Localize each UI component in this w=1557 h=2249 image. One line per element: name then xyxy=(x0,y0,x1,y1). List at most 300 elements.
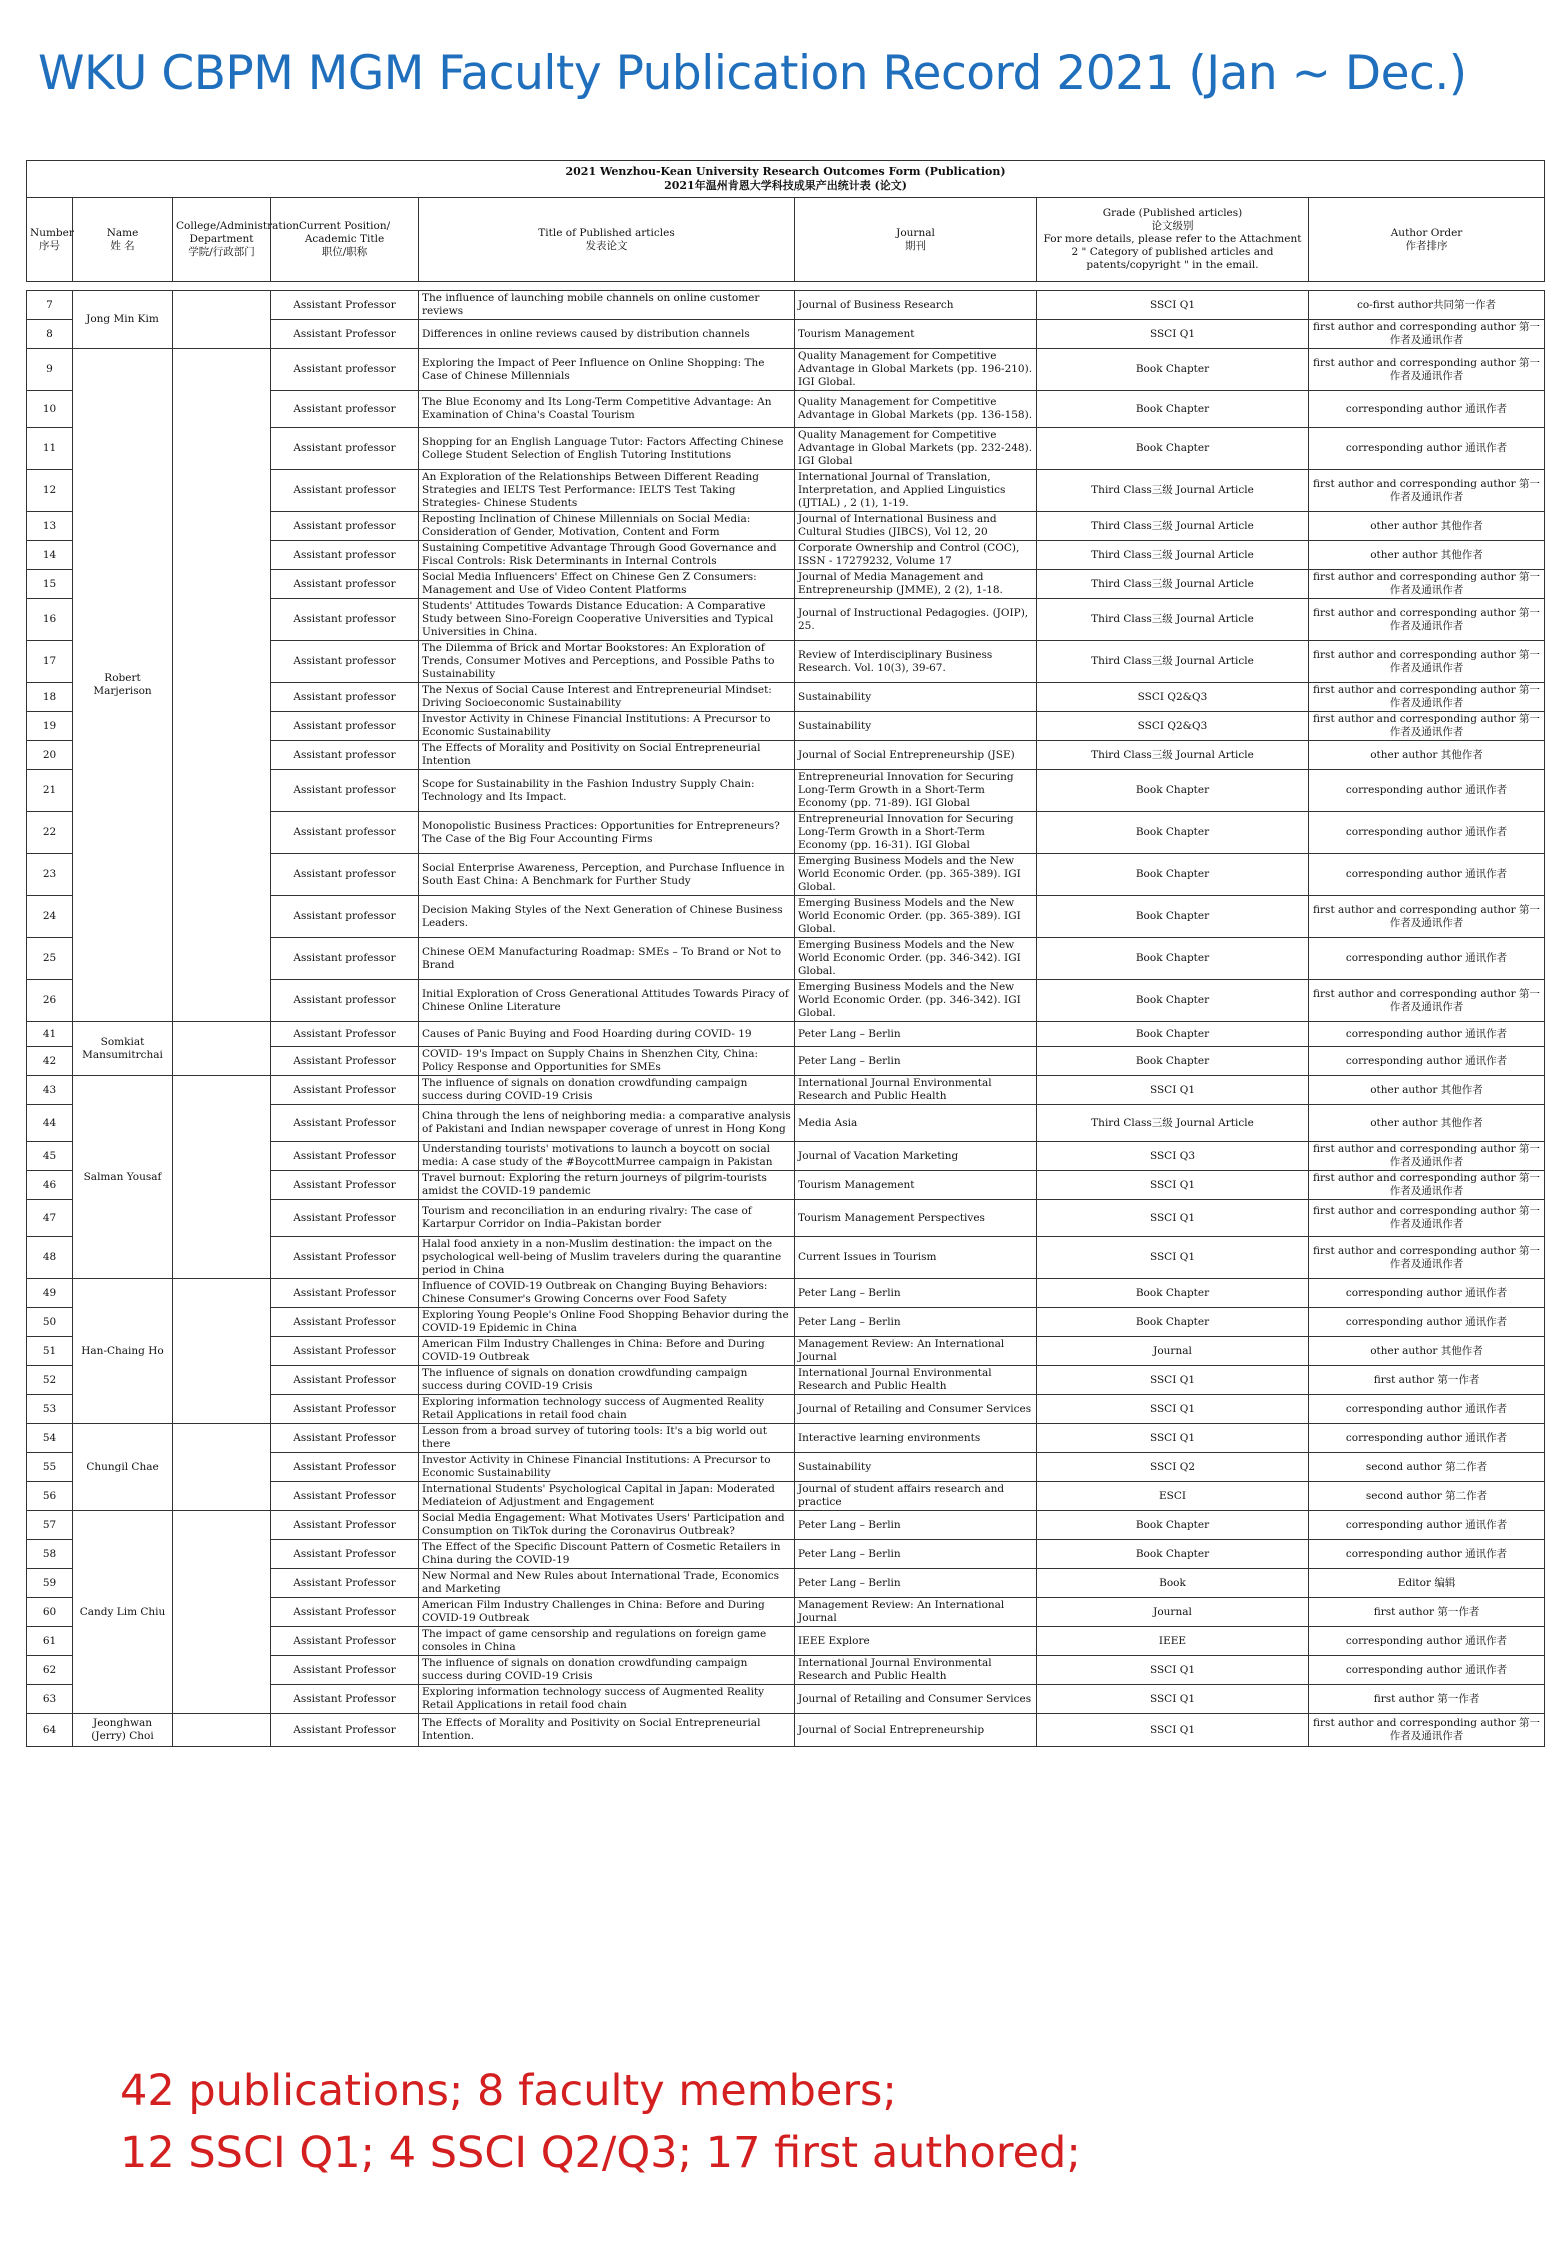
row-number: 61 xyxy=(27,1627,73,1656)
article-title-cell: American Film Industry Challenges in China: Before and During COVID-19 Outbreak xyxy=(419,1337,795,1366)
article-title-cell: Exploring information technology success of Augmented Reality Retail Applications in retail food chain xyxy=(419,1395,795,1424)
article-title-cell: The Dilemma of Brick and Mortar Bookstores: An Exploration of Trends, Consumer Motives and Perceptions, and Possible Paths to Sustainability xyxy=(419,641,795,683)
position-cell: Assistant Professor xyxy=(271,1142,419,1171)
journal-cell: Journal of student affairs research and practice xyxy=(795,1482,1037,1511)
article-title-cell: Understanding tourists' motivations to launch a boycott on social media: A case study of the #BoycottMurree campaign in Pakistan xyxy=(419,1142,795,1171)
row-number: 49 xyxy=(27,1279,73,1308)
journal-cell: Journal of Social Entrepreneurship (JSE) xyxy=(795,741,1037,770)
grade-cell: SSCI Q3 xyxy=(1037,1142,1309,1171)
header-position: Current Position/ Academic Title 职位/职称 xyxy=(271,198,419,282)
position-cell: Assistant professor xyxy=(271,570,419,599)
journal-cell: Peter Lang – Berlin xyxy=(795,1308,1037,1337)
position-cell: Assistant Professor xyxy=(271,1540,419,1569)
article-title-cell: Exploring Young People's Online Food Shopping Behavior during the COVID-19 Epidemic in China xyxy=(419,1308,795,1337)
author-order-cell: first author and corresponding author 第一作者及通讯作者 xyxy=(1309,896,1545,938)
row-number: 7 xyxy=(27,291,73,320)
journal-cell: Tourism Management xyxy=(795,1171,1037,1200)
position-cell: Assistant professor xyxy=(271,712,419,741)
row-number: 53 xyxy=(27,1395,73,1424)
position-cell: Assistant Professor xyxy=(271,1482,419,1511)
row-number: 57 xyxy=(27,1511,73,1540)
grade-cell: Book xyxy=(1037,1569,1309,1598)
college-cell xyxy=(173,1279,271,1424)
author-order-cell: first author and corresponding author 第一作者及通讯作者 xyxy=(1309,599,1545,641)
article-title-cell: Students' Attitudes Towards Distance Education: A Comparative Study between Sino-Foreign Cooperative Universities and Typical Universities in China. xyxy=(419,599,795,641)
position-cell: Assistant Professor xyxy=(271,1200,419,1237)
author-order-cell: other author 其他作者 xyxy=(1309,541,1545,570)
row-number: 51 xyxy=(27,1337,73,1366)
table-row xyxy=(27,291,1545,320)
row-number: 24 xyxy=(27,896,73,938)
author-order-cell: first author and corresponding author 第一作者及通讯作者 xyxy=(1309,641,1545,683)
article-title-cell: An Exploration of the Relationships Between Different Reading Strategies and IELTS Test Performance: IELTS Test Taking Strategies- Chinese Students xyxy=(419,470,795,512)
grade-cell: SSCI Q1 xyxy=(1037,1424,1309,1453)
grade-cell: Journal xyxy=(1037,1337,1309,1366)
author-order-cell: other author 其他作者 xyxy=(1309,1105,1545,1142)
article-title-cell: The influence of signals on donation crowdfunding campaign success during COVID-19 Crisis xyxy=(419,1656,795,1685)
position-cell: Assistant Professor xyxy=(271,1453,419,1482)
grade-cell: SSCI Q1 xyxy=(1037,291,1309,320)
article-title-cell: New Normal and New Rules about International Trade, Economics and Marketing xyxy=(419,1569,795,1598)
author-order-cell: other author 其他作者 xyxy=(1309,1337,1545,1366)
author-order-cell: corresponding author 通讯作者 xyxy=(1309,1656,1545,1685)
row-number: 12 xyxy=(27,470,73,512)
journal-cell: IEEE Explore xyxy=(795,1627,1037,1656)
article-title-cell: Social Media Influencers' Effect on Chinese Gen Z Consumers: Management and Use of Video Content Platforms xyxy=(419,570,795,599)
table-row xyxy=(27,1076,1545,1105)
author-order-cell: first author and corresponding author 第一作者及通讯作者 xyxy=(1309,1714,1545,1747)
position-cell: Assistant Professor xyxy=(271,291,419,320)
row-number: 11 xyxy=(27,428,73,470)
position-cell: Assistant Professor xyxy=(271,1511,419,1540)
journal-cell: Emerging Business Models and the New World Economic Order. (pp. 365-389). IGI Global. xyxy=(795,896,1037,938)
row-number: 46 xyxy=(27,1171,73,1200)
author-order-cell: other author 其他作者 xyxy=(1309,741,1545,770)
table-row xyxy=(27,1511,1545,1540)
author-order-cell: corresponding author 通讯作者 xyxy=(1309,1511,1545,1540)
article-title-cell: Initial Exploration of Cross Generational Attitudes Towards Piracy of Chinese Online Literature xyxy=(419,980,795,1022)
article-title-cell: China through the lens of neighboring media: a comparative analysis of Pakistani and Indian newspaper coverage of unrest in Hong Kong xyxy=(419,1105,795,1142)
author-name: Jeonghwan (Jerry) Choi xyxy=(73,1714,173,1747)
grade-cell: Third Class三级 Journal Article xyxy=(1037,541,1309,570)
article-title-cell: The Nexus of Social Cause Interest and Entrepreneurial Mindset: Driving Socioeconomic Sustainability xyxy=(419,683,795,712)
journal-cell: International Journal Environmental Research and Public Health xyxy=(795,1076,1037,1105)
header-grade: Grade (Published articles) 论文级别 For more details, please refer to the Attachment 2 " Category of published articles and patents/copyright " in the email. xyxy=(1037,198,1309,282)
journal-cell: Interactive learning environments xyxy=(795,1424,1037,1453)
author-order-cell: first author and corresponding author 第一作者及通讯作者 xyxy=(1309,1142,1545,1171)
journal-cell: Current Issues in Tourism xyxy=(795,1237,1037,1279)
row-number: 14 xyxy=(27,541,73,570)
author-order-cell: corresponding author 通讯作者 xyxy=(1309,854,1545,896)
summary-line-2: 12 SSCI Q1; 4 SSCI Q2/Q3; 17 first authored; xyxy=(120,2128,1081,2178)
college-cell xyxy=(173,349,271,1022)
article-title-cell: Differences in online reviews caused by distribution channels xyxy=(419,320,795,349)
position-cell: Assistant professor xyxy=(271,512,419,541)
position-cell: Assistant Professor xyxy=(271,1105,419,1142)
grade-cell: Book Chapter xyxy=(1037,391,1309,428)
journal-cell: Management Review: An International Journal xyxy=(795,1337,1037,1366)
row-number: 43 xyxy=(27,1076,73,1105)
position-cell: Assistant professor xyxy=(271,641,419,683)
row-number: 62 xyxy=(27,1656,73,1685)
table-body xyxy=(27,291,1545,1747)
grade-cell: Third Class三级 Journal Article xyxy=(1037,470,1309,512)
grade-cell: SSCI Q2&Q3 xyxy=(1037,712,1309,741)
grade-cell: Book Chapter xyxy=(1037,896,1309,938)
row-number: 23 xyxy=(27,854,73,896)
row-number: 60 xyxy=(27,1598,73,1627)
publication-table xyxy=(26,160,1545,1747)
publication-form xyxy=(26,160,1544,1747)
article-title-cell: The influence of signals on donation crowdfunding campaign success during COVID-19 Crisis xyxy=(419,1366,795,1395)
college-cell xyxy=(173,1511,271,1714)
journal-cell: Journal of Retailing and Consumer Services xyxy=(795,1685,1037,1714)
row-number: 52 xyxy=(27,1366,73,1395)
college-cell xyxy=(173,1076,271,1279)
article-title-cell: The impact of game censorship and regulations on foreign game consoles in China xyxy=(419,1627,795,1656)
journal-cell: Sustainability xyxy=(795,1453,1037,1482)
row-number: 17 xyxy=(27,641,73,683)
journal-cell: Journal of Business Research xyxy=(795,291,1037,320)
header-name: Name 姓 名 xyxy=(73,198,173,282)
position-cell: Assistant Professor xyxy=(271,1337,419,1366)
position-cell: Assistant professor xyxy=(271,391,419,428)
grade-cell: Journal xyxy=(1037,1598,1309,1627)
grade-cell: Book Chapter xyxy=(1037,980,1309,1022)
journal-cell: Sustainability xyxy=(795,712,1037,741)
row-number: 50 xyxy=(27,1308,73,1337)
position-cell: Assistant professor xyxy=(271,812,419,854)
grade-cell: SSCI Q1 xyxy=(1037,1171,1309,1200)
journal-cell: Peter Lang – Berlin xyxy=(795,1022,1037,1047)
grade-cell: Book Chapter xyxy=(1037,854,1309,896)
article-title-cell: Social Media Engagement: What Motivates Users' Participation and Consumption on TikTok during the Coronavirus Outbreak? xyxy=(419,1511,795,1540)
summary xyxy=(120,2060,1081,2184)
grade-cell: Book Chapter xyxy=(1037,1047,1309,1076)
position-cell: Assistant professor xyxy=(271,683,419,712)
author-order-cell: corresponding author 通讯作者 xyxy=(1309,1395,1545,1424)
article-title-cell: The Effects of Morality and Positivity on Social Entrepreneurial Intention. xyxy=(419,1714,795,1747)
grade-cell: Third Class三级 Journal Article xyxy=(1037,512,1309,541)
college-cell xyxy=(173,1424,271,1511)
author-order-cell: first author and corresponding author 第一作者及通讯作者 xyxy=(1309,712,1545,741)
author-order-cell: corresponding author 通讯作者 xyxy=(1309,1308,1545,1337)
author-order-cell: other author 其他作者 xyxy=(1309,512,1545,541)
row-number: 18 xyxy=(27,683,73,712)
grade-cell: SSCI Q1 xyxy=(1037,1395,1309,1424)
journal-cell: Management Review: An International Journal xyxy=(795,1598,1037,1627)
position-cell: Assistant Professor xyxy=(271,320,419,349)
position-cell: Assistant Professor xyxy=(271,1569,419,1598)
article-title-cell: Investor Activity in Chinese Financial Institutions: A Precursor to Economic Sustainability xyxy=(419,1453,795,1482)
grade-cell: SSCI Q2&Q3 xyxy=(1037,683,1309,712)
journal-cell: Quality Management for Competitive Advantage in Global Markets (pp. 136-158). xyxy=(795,391,1037,428)
article-title-cell: Chinese OEM Manufacturing Roadmap: SMEs – To Brand or Not to Brand xyxy=(419,938,795,980)
journal-cell: Journal of Instructional Pedagogies. (JOIP), 25. xyxy=(795,599,1037,641)
grade-cell: Book Chapter xyxy=(1037,1308,1309,1337)
author-order-cell: second author 第二作者 xyxy=(1309,1453,1545,1482)
row-number: 54 xyxy=(27,1424,73,1453)
article-title-cell: Scope for Sustainability in the Fashion Industry Supply Chain: Technology and Its Impact. xyxy=(419,770,795,812)
row-number: 64 xyxy=(27,1714,73,1747)
journal-cell: International Journal of Translation, Interpretation, and Applied Linguistics (IJTIAL) , 2 (1), 1-19. xyxy=(795,470,1037,512)
row-number: 22 xyxy=(27,812,73,854)
journal-cell: Emerging Business Models and the New World Economic Order. (pp. 346-342). IGI Global. xyxy=(795,938,1037,980)
row-number: 25 xyxy=(27,938,73,980)
grade-cell: Book Chapter xyxy=(1037,349,1309,391)
summary-line-1: 42 publications; 8 faculty members; xyxy=(120,2066,897,2116)
row-number: 56 xyxy=(27,1482,73,1511)
college-cell xyxy=(173,291,271,349)
position-cell: Assistant professor xyxy=(271,349,419,391)
author-order-cell: co-first author共同第一作者 xyxy=(1309,291,1545,320)
journal-cell: Journal of Media Management and Entrepreneurship (JMME), 2 (2), 1-18. xyxy=(795,570,1037,599)
author-order-cell: first author and corresponding author 第一作者及通讯作者 xyxy=(1309,980,1545,1022)
grade-cell: SSCI Q1 xyxy=(1037,1366,1309,1395)
college-cell xyxy=(173,1022,271,1076)
author-order-cell: corresponding author 通讯作者 xyxy=(1309,1022,1545,1047)
grade-cell: ESCI xyxy=(1037,1482,1309,1511)
author-order-cell: corresponding author 通讯作者 xyxy=(1309,1627,1545,1656)
grade-cell: Book Chapter xyxy=(1037,1511,1309,1540)
grade-cell: SSCI Q1 xyxy=(1037,1714,1309,1747)
author-name: Chungil Chae xyxy=(73,1424,173,1511)
journal-cell: Entrepreneurial Innovation for Securing Long-Term Growth in a Short-Term Economy (pp. 71-89). IGI Global xyxy=(795,770,1037,812)
position-cell: Assistant professor xyxy=(271,770,419,812)
table-row xyxy=(27,1714,1545,1747)
journal-cell: Peter Lang – Berlin xyxy=(795,1569,1037,1598)
author-order-cell: second author 第二作者 xyxy=(1309,1482,1545,1511)
row-number: 21 xyxy=(27,770,73,812)
author-order-cell: first author 第一作者 xyxy=(1309,1366,1545,1395)
author-order-cell: corresponding author 通讯作者 xyxy=(1309,1540,1545,1569)
position-cell: Assistant Professor xyxy=(271,1022,419,1047)
position-cell: Assistant Professor xyxy=(271,1308,419,1337)
grade-cell: SSCI Q1 xyxy=(1037,1685,1309,1714)
grade-cell: Book Chapter xyxy=(1037,1022,1309,1047)
journal-cell: Journal of International Business and Cultural Studies (JIBCS), Vol 12, 20 xyxy=(795,512,1037,541)
article-title-cell: Halal food anxiety in a non-Muslim destination: the impact on the psychological well-being of Muslim travelers during the quarantine period in China xyxy=(419,1237,795,1279)
position-cell: Assistant professor xyxy=(271,896,419,938)
row-number: 55 xyxy=(27,1453,73,1482)
article-title-cell: Tourism and reconciliation in an enduring rivalry: The case of Kartarpur Corridor on India–Pakistan border xyxy=(419,1200,795,1237)
position-cell: Assistant professor xyxy=(271,938,419,980)
author-name: Han-Chaing Ho xyxy=(73,1279,173,1424)
article-title-cell: Causes of Panic Buying and Food Hoarding during COVID- 19 xyxy=(419,1022,795,1047)
table-row xyxy=(27,349,1545,391)
journal-cell: Emerging Business Models and the New World Economic Order. (pp. 346-342). IGI Global. xyxy=(795,980,1037,1022)
article-title-cell: Monopolistic Business Practices: Opportunities for Entrepreneurs? The Case of the Big Four Accounting Firms xyxy=(419,812,795,854)
row-number: 15 xyxy=(27,570,73,599)
header-title: Title of Published articles 发表论文 xyxy=(419,198,795,282)
position-cell: Assistant professor xyxy=(271,541,419,570)
grade-cell: Third Class三级 Journal Article xyxy=(1037,641,1309,683)
row-number: 63 xyxy=(27,1685,73,1714)
article-title-cell: Sustaining Competitive Advantage Through Good Governance and Fiscal Controls: Risk Determinants in Internal Controls xyxy=(419,541,795,570)
position-cell: Assistant Professor xyxy=(271,1366,419,1395)
journal-cell: Quality Management for Competitive Advantage in Global Markets (pp. 196-210). IGI Global. xyxy=(795,349,1037,391)
table-row xyxy=(27,1022,1545,1047)
author-order-cell: corresponding author 通讯作者 xyxy=(1309,1279,1545,1308)
row-number: 19 xyxy=(27,712,73,741)
grade-cell: Book Chapter xyxy=(1037,428,1309,470)
grade-cell: SSCI Q1 xyxy=(1037,1076,1309,1105)
grade-cell: SSCI Q2 xyxy=(1037,1453,1309,1482)
article-title-cell: Influence of COVID-19 Outbreak on Changing Buying Behaviors: Chinese Consumer's Growing Concerns over Food Safety xyxy=(419,1279,795,1308)
journal-cell: Media Asia xyxy=(795,1105,1037,1142)
row-number: 41 xyxy=(27,1022,73,1047)
author-order-cell: other author 其他作者 xyxy=(1309,1076,1545,1105)
header-number: Number 序号 xyxy=(27,198,73,282)
article-title-cell: Exploring information technology success of Augmented Reality Retail Applications in retail food chain xyxy=(419,1685,795,1714)
row-number: 13 xyxy=(27,512,73,541)
header-college: College/Administration Department 学院/行政部门 xyxy=(173,198,271,282)
article-title-cell: Decision Making Styles of the Next Generation of Chinese Business Leaders. xyxy=(419,896,795,938)
position-cell: Assistant Professor xyxy=(271,1424,419,1453)
author-order-cell: corresponding author 通讯作者 xyxy=(1309,428,1545,470)
author-order-cell: corresponding author 通讯作者 xyxy=(1309,812,1545,854)
grade-cell: Third Class三级 Journal Article xyxy=(1037,741,1309,770)
article-title-cell: American Film Industry Challenges in China: Before and During COVID-19 Outbreak xyxy=(419,1598,795,1627)
author-order-cell: first author and corresponding author 第一作者及通讯作者 xyxy=(1309,570,1545,599)
position-cell: Assistant Professor xyxy=(271,1076,419,1105)
author-order-cell: corresponding author 通讯作者 xyxy=(1309,1424,1545,1453)
position-cell: Assistant Professor xyxy=(271,1714,419,1747)
grade-cell: Book Chapter xyxy=(1037,812,1309,854)
article-title-cell: Social Enterprise Awareness, Perception, and Purchase Influence in South East China: A Benchmark for Further Study xyxy=(419,854,795,896)
form-title-en: 2021 Wenzhou-Kean University Research Outcomes Form (Publication) xyxy=(565,165,1006,178)
author-order-cell: first author 第一作者 xyxy=(1309,1598,1545,1627)
row-number: 59 xyxy=(27,1569,73,1598)
author-order-cell: first author and corresponding author 第一作者及通讯作者 xyxy=(1309,470,1545,512)
grade-cell: Third Class三级 Journal Article xyxy=(1037,1105,1309,1142)
author-order-cell: first author and corresponding author 第一作者及通讯作者 xyxy=(1309,1171,1545,1200)
position-cell: Assistant professor xyxy=(271,980,419,1022)
author-order-cell: first author and corresponding author 第一作者及通讯作者 xyxy=(1309,320,1545,349)
row-number: 48 xyxy=(27,1237,73,1279)
article-title-cell: COVID- 19's Impact on Supply Chains in Shenzhen City, China: Policy Response and Opportunities for SMEs xyxy=(419,1047,795,1076)
journal-cell: Entrepreneurial Innovation for Securing Long-Term Growth in a Short-Term Economy (pp. 16-31). IGI Global xyxy=(795,812,1037,854)
grade-cell: SSCI Q1 xyxy=(1037,1237,1309,1279)
article-title-cell: International Students' Psychological Capital in Japan: Moderated Mediateion of Adjustment and Engagement xyxy=(419,1482,795,1511)
row-number: 47 xyxy=(27,1200,73,1237)
row-number: 45 xyxy=(27,1142,73,1171)
author-order-cell: Editor 编辑 xyxy=(1309,1569,1545,1598)
position-cell: Assistant professor xyxy=(271,854,419,896)
journal-cell: Corporate Ownership and Control (COC), ISSN - 17279232, Volume 17 xyxy=(795,541,1037,570)
row-number: 9 xyxy=(27,349,73,391)
page-title: WKU CBPM MGM Faculty Publication Record 2021 (Jan ~ Dec.) xyxy=(38,46,1467,101)
position-cell: Assistant Professor xyxy=(271,1627,419,1656)
header-journal: Journal 期刊 xyxy=(795,198,1037,282)
grade-cell: SSCI Q1 xyxy=(1037,1656,1309,1685)
journal-cell: Quality Management for Competitive Advantage in Global Markets (pp. 232-248). IGI Global xyxy=(795,428,1037,470)
grade-cell: Book Chapter xyxy=(1037,1279,1309,1308)
position-cell: Assistant professor xyxy=(271,599,419,641)
article-title-cell: Exploring the Impact of Peer Influence on Online Shopping: The Case of Chinese Millennials xyxy=(419,349,795,391)
journal-cell: International Journal Environmental Research and Public Health xyxy=(795,1366,1037,1395)
position-cell: Assistant professor xyxy=(271,428,419,470)
position-cell: Assistant Professor xyxy=(271,1171,419,1200)
journal-cell: Emerging Business Models and the New World Economic Order. (pp. 365-389). IGI Global. xyxy=(795,854,1037,896)
grade-cell: Third Class三级 Journal Article xyxy=(1037,599,1309,641)
position-cell: Assistant professor xyxy=(271,470,419,512)
position-cell: Assistant Professor xyxy=(271,1598,419,1627)
author-name: Robert Marjerison xyxy=(73,349,173,1022)
form-title xyxy=(27,161,1545,198)
form-title-cn: 2021年温州肯恩大学科技成果产出统计表 (论文) xyxy=(664,179,907,192)
article-title-cell: Shopping for an English Language Tutor: Factors Affecting Chinese College Student Selection of English Tutoring Institutions xyxy=(419,428,795,470)
grade-cell: Third Class三级 Journal Article xyxy=(1037,570,1309,599)
journal-cell: Peter Lang – Berlin xyxy=(795,1511,1037,1540)
row-number: 44 xyxy=(27,1105,73,1142)
author-order-cell: corresponding author 通讯作者 xyxy=(1309,1047,1545,1076)
position-cell: Assistant Professor xyxy=(271,1047,419,1076)
author-name: Jong Min Kim xyxy=(73,291,173,349)
author-order-cell: first author and corresponding author 第一作者及通讯作者 xyxy=(1309,349,1545,391)
journal-cell: Journal of Vacation Marketing xyxy=(795,1142,1037,1171)
article-title-cell: The influence of launching mobile channels on online customer reviews xyxy=(419,291,795,320)
journal-cell: Review of Interdisciplinary Business Research. Vol. 10(3), 39-67. xyxy=(795,641,1037,683)
journal-cell: Sustainability xyxy=(795,683,1037,712)
article-title-cell: The Effect of the Specific Discount Pattern of Cosmetic Retailers in China during the COVID-19 xyxy=(419,1540,795,1569)
grade-cell: SSCI Q1 xyxy=(1037,1200,1309,1237)
journal-cell: Peter Lang – Berlin xyxy=(795,1279,1037,1308)
author-order-cell: first author and corresponding author 第一作者及通讯作者 xyxy=(1309,1200,1545,1237)
college-cell xyxy=(173,1714,271,1747)
row-number: 10 xyxy=(27,391,73,428)
journal-cell: Journal of Social Entrepreneurship xyxy=(795,1714,1037,1747)
row-number: 58 xyxy=(27,1540,73,1569)
row-number: 8 xyxy=(27,320,73,349)
position-cell: Assistant Professor xyxy=(271,1656,419,1685)
journal-cell: Journal of Retailing and Consumer Services xyxy=(795,1395,1037,1424)
article-title-cell: Lesson from a broad survey of tutoring tools: It's a big world out there xyxy=(419,1424,795,1453)
article-title-cell: The influence of signals on donation crowdfunding campaign success during COVID-19 Crisis xyxy=(419,1076,795,1105)
journal-cell: International Journal Environmental Research and Public Health xyxy=(795,1656,1037,1685)
position-cell: Assistant Professor xyxy=(271,1237,419,1279)
author-order-cell: first author and corresponding author 第一作者及通讯作者 xyxy=(1309,1237,1545,1279)
journal-cell: Peter Lang – Berlin xyxy=(795,1540,1037,1569)
article-title-cell: Investor Activity in Chinese Financial Institutions: A Precursor to Economic Sustainability xyxy=(419,712,795,741)
position-cell: Assistant professor xyxy=(271,741,419,770)
author-order-cell: first author 第一作者 xyxy=(1309,1685,1545,1714)
article-title-cell: The Blue Economy and Its Long-Term Competitive Advantage: An Examination of China's Coastal Tourism xyxy=(419,391,795,428)
article-title-cell: The Effects of Morality and Positivity on Social Entrepreneurial Intention xyxy=(419,741,795,770)
row-number: 26 xyxy=(27,980,73,1022)
article-title-cell: Reposting Inclination of Chinese Millennials on Social Media: Consideration of Gender, Motivation, Content and Form xyxy=(419,512,795,541)
grade-cell: IEEE xyxy=(1037,1627,1309,1656)
author-name: Salman Yousaf xyxy=(73,1076,173,1279)
position-cell: Assistant Professor xyxy=(271,1685,419,1714)
author-name: Candy Lim Chiu xyxy=(73,1511,173,1714)
grade-cell: SSCI Q1 xyxy=(1037,320,1309,349)
grade-cell: Book Chapter xyxy=(1037,1540,1309,1569)
author-order-cell: corresponding author 通讯作者 xyxy=(1309,770,1545,812)
position-cell: Assistant Professor xyxy=(271,1279,419,1308)
author-order-cell: corresponding author 通讯作者 xyxy=(1309,938,1545,980)
journal-cell: Peter Lang – Berlin xyxy=(795,1047,1037,1076)
grade-cell: Book Chapter xyxy=(1037,770,1309,812)
table-row xyxy=(27,1279,1545,1308)
table-row xyxy=(27,1424,1545,1453)
journal-cell: Tourism Management Perspectives xyxy=(795,1200,1037,1237)
row-number: 42 xyxy=(27,1047,73,1076)
author-order-cell: corresponding author 通讯作者 xyxy=(1309,391,1545,428)
row-number: 20 xyxy=(27,741,73,770)
article-title-cell: Travel burnout: Exploring the return journeys of pilgrim-tourists amidst the COVID-19 pandemic xyxy=(419,1171,795,1200)
author-name: Somkiat Mansumitrchai xyxy=(73,1022,173,1076)
